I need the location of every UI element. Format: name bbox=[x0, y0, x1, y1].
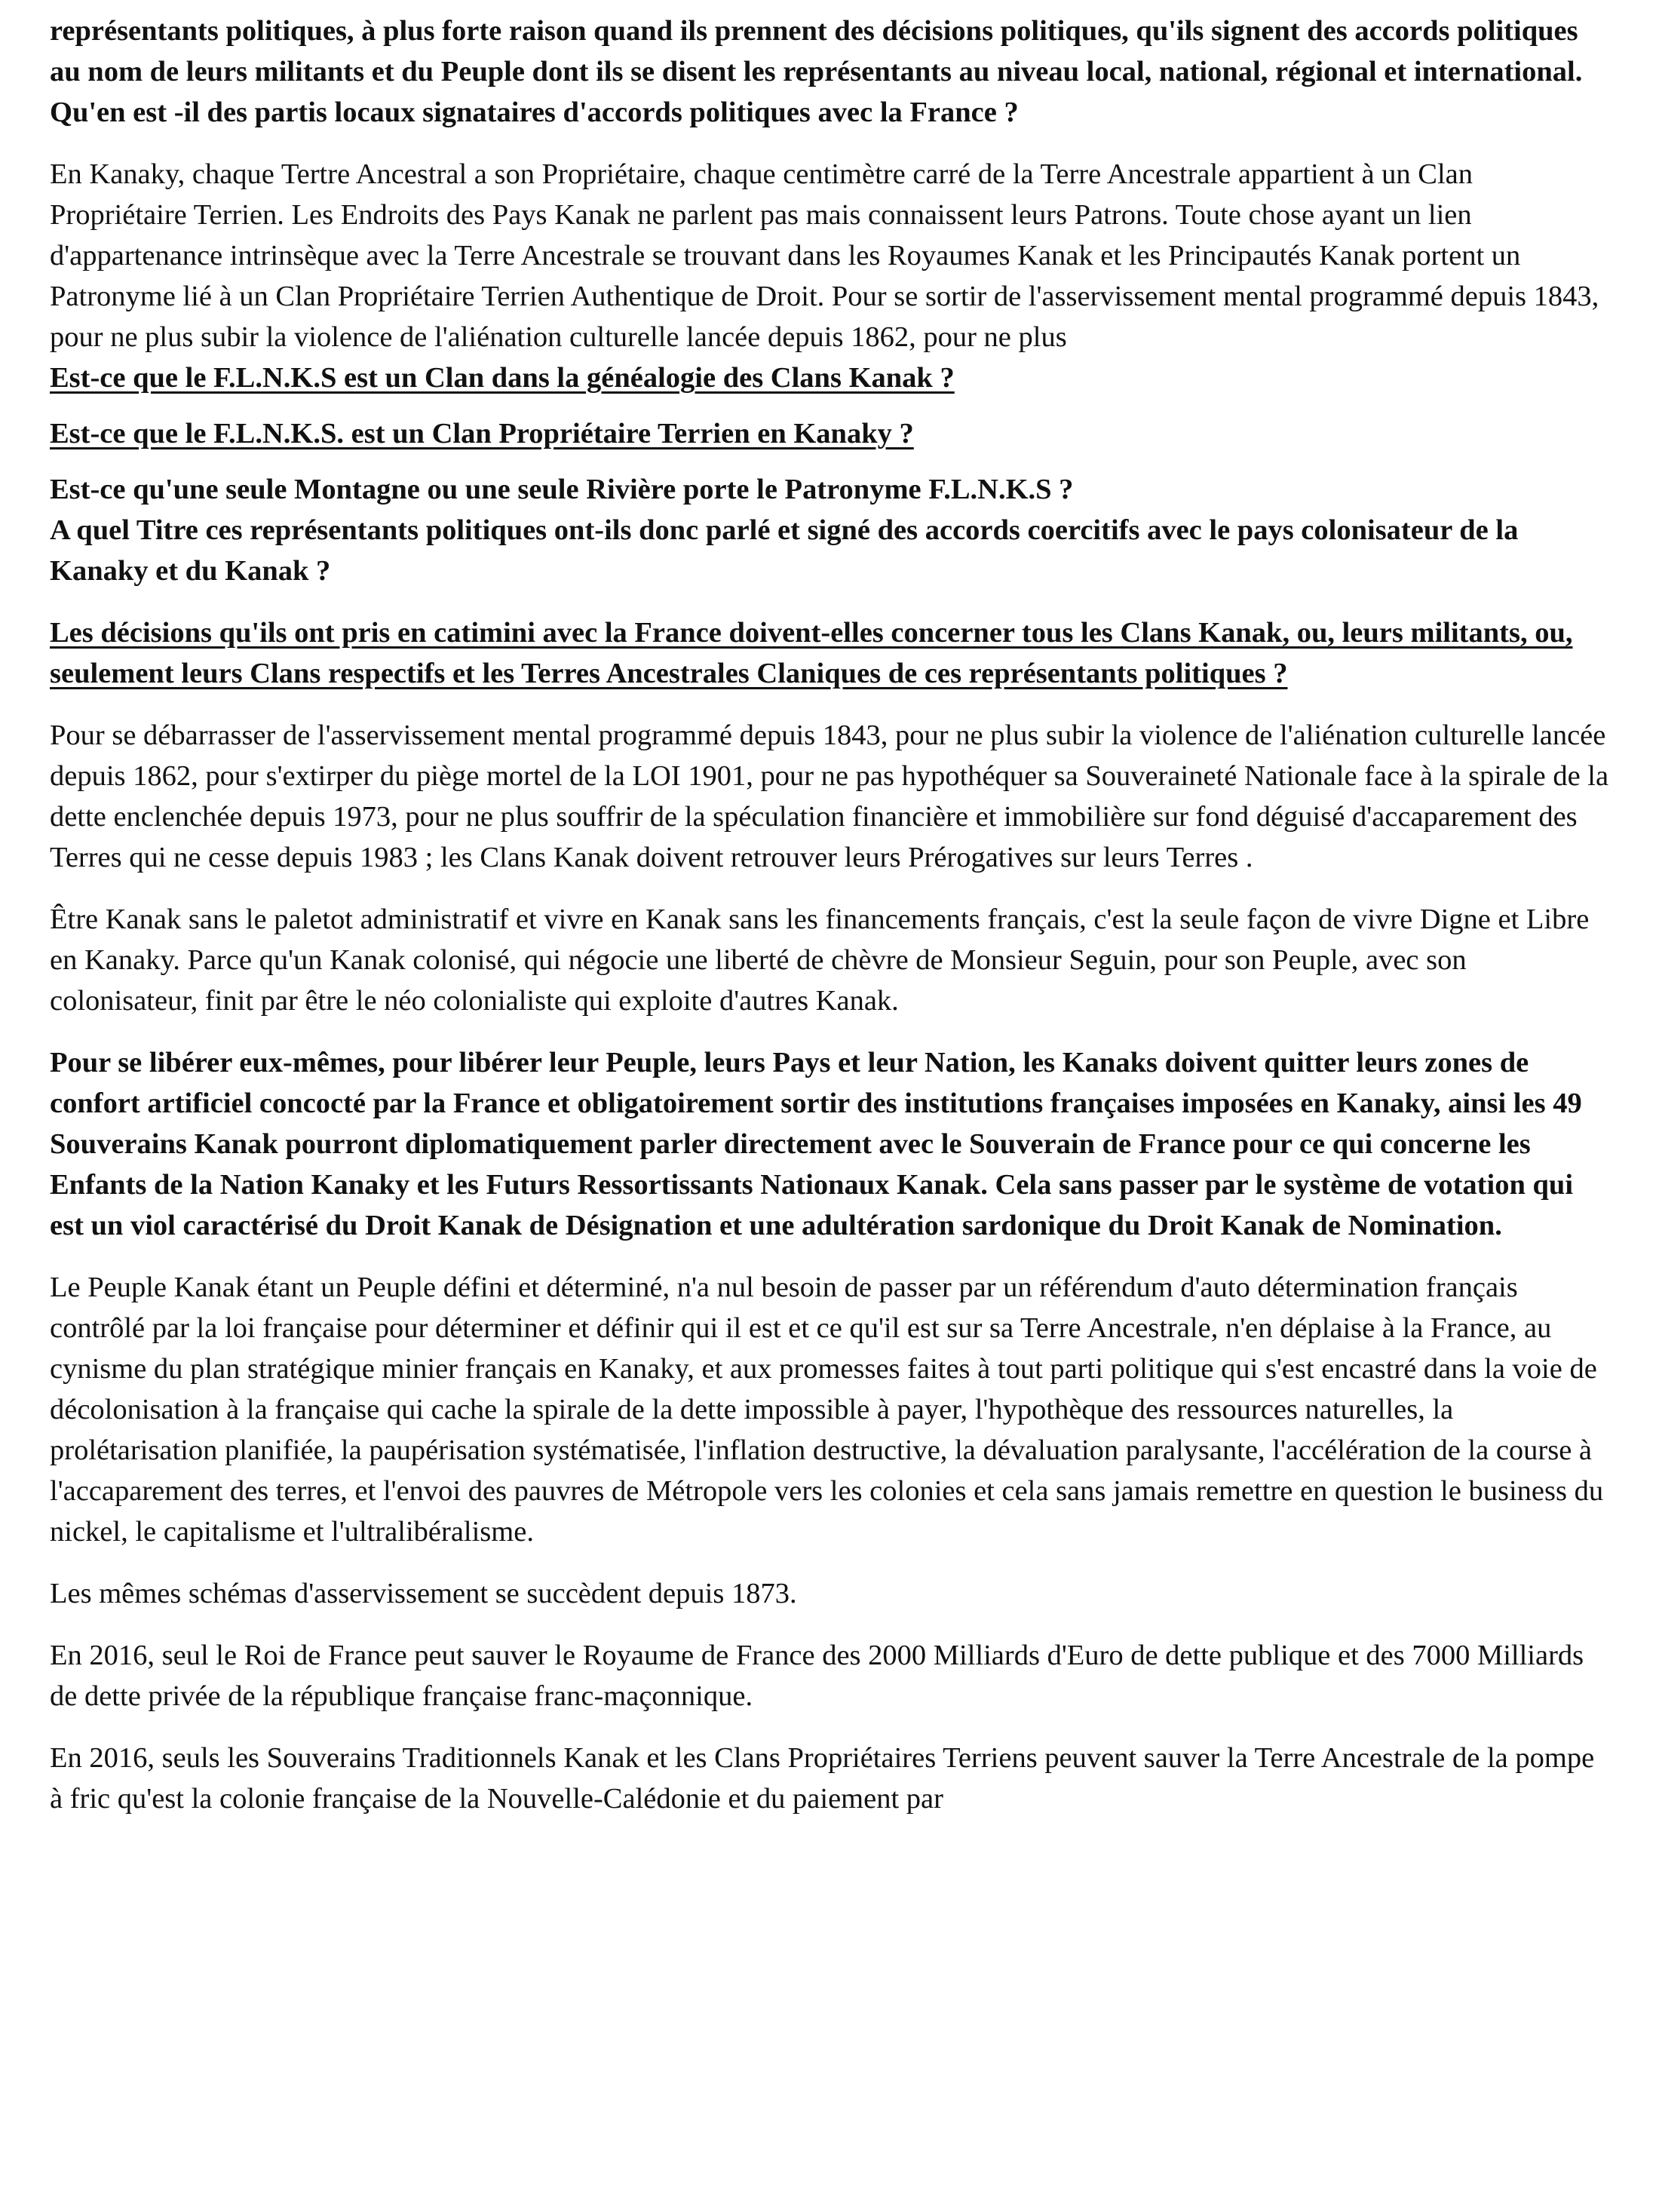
landowner-question bbox=[50, 413, 1611, 454]
kanaky-paragraph: En Kanaky, chaque Tertre Ancestral a son Propriétaire, chaque centimètre carré de la Terre Ancestrale appartient à un Clan Propriétaire Terrien. Les Endroits des Pays Kanak ne parlent pas mais connaissent leurs Patrons. Toute chose ayant un lien d'appartenance intrinsèque avec la Terre Ancestrale se trouvant dans les Royaumes Kanak et les Principautés Kanak portent un Patronyme lié à un Clan Propriétaire Terrien Authentique de Droit. Pour se sortir de l'asservissement mental programmé depuis 1843, pour ne plus subir la violence de l'aliénation culturelle lancée depuis 1862, pour ne plus bbox=[50, 158, 1599, 353]
roi-paragraph: En 2016, seul le Roi de France peut sauver le Royaume de France des 2000 Milliards d'Euro de dette publique et des 7000 Milliards de dette privée de la république française franc-maçonnique. bbox=[50, 1640, 1584, 1712]
peuple-paragraph: Le Peuple Kanak étant un Peuple défini et déterminé, n'a nul besoin de passer par un référendum d'auto détermination français contrôlé par la loi française pour déterminer et définir qui il est et ce qu'il est sur sa Terre Ancestrale, n'en déplaise à la France, au cynisme du plan stratégique minier français en Kanaky, et aux promesses faites à tout parti politique qui s'est encastré dans la voie de décolonisation à la française qui cache la spirale de la dette impossible à payer, l'hypothèque des ressources naturelles, la prolétarisation planifiée, la paupérisation systématisée, l'inflation destructive, la dévaluation paralysante, l'accélération de la course à l'accaparement des terres, et l'envoi des pauvres de Métropole vers les colonies et cela sans jamais remettre en question le business du nickel, le capitalisme et l'ultralibéralisme. bbox=[50, 1272, 1604, 1548]
decisions-question bbox=[50, 612, 1611, 694]
patronym-question: Est-ce qu'une seule Montagne ou une seule Rivière porte le Patronyme F.L.N.K.S ? bbox=[50, 474, 1074, 505]
title-question: A quel Titre ces représentants politiques ont-ils donc parlé et signé des accords coercitifs avec le pays colonisateur de la Kanaky et du Kanak ? bbox=[50, 514, 1519, 587]
genealogy-question bbox=[50, 357, 1611, 398]
patronym-questions bbox=[50, 469, 1611, 591]
genealogy-question-text: Est-ce que le F.L.N.K.S est un Clan dans la généalogie des Clans Kanak ? bbox=[50, 362, 955, 394]
decisions-question-text: Les décisions qu'ils ont pris en catimini avec la France doivent-elles concerner tous les Clans Kanak, ou, leurs militants, ou, seulement leurs Clans respectifs et les Terres Ancestrales Claniques de ces représentants politiques ? bbox=[50, 617, 1573, 689]
landowner-question-text: Est-ce que le F.L.N.K.S. est un Clan Propriétaire Terrien en Kanaky ? bbox=[50, 418, 914, 449]
etre-kanak-paragraph: Être Kanak sans le paletot administratif et vivre en Kanak sans les financements français, c'est la seule façon de vivre Digne et Libre en Kanaky. Parce qu'un Kanak colonisé, qui négocie une liberté de chèvre de Monsieur Seguin, pour son Peuple, avec son colonisateur, finit par être le néo colonialiste qui exploite d'autres Kanak. bbox=[50, 904, 1590, 1017]
debarrasser-paragraph: Pour se débarrasser de l'asservissement mental programmé depuis 1843, pour ne plus subir la violence de l'aliénation culturelle lancée depuis 1862, pour s'extirper du piège mortel de la LOI 1901, pour ne pas hypothéquer sa Souveraineté Nationale face à la spirale de la dette enclenchée depuis 1973, pour ne plus souffrir de la spéculation financière et immobilière sur fond déguisé d'accaparement des Terres qui ne cesse depuis 1983 ; les Clans Kanak doivent retrouver leurs Prérogatives sur leurs Terres . bbox=[50, 719, 1609, 873]
intro-question: Qu'en est -il des partis locaux signataires d'accords politiques avec la France ? bbox=[50, 97, 1019, 128]
schemas-paragraph: Les mêmes schémas d'asservissement se succèdent depuis 1873. bbox=[50, 1578, 797, 1609]
document-page bbox=[50, 11, 1611, 1819]
intro-paragraph bbox=[50, 11, 1611, 133]
souverains-paragraph: En 2016, seuls les Souverains Traditionnels Kanak et les Clans Propriétaires Terriens peuvent sauver la Terre Ancestrale de la pompe à fric qu'est la colonie française de la Nouvelle-Calédonie et du paiement par bbox=[50, 1742, 1595, 1815]
intro-text: représentants politiques, à plus forte raison quand ils prennent des décisions politiques, qu'ils signent des accords politiques au nom de leurs militants et du Peuple dont ils se disent les représentants au niveau local, national, régional et international. bbox=[50, 15, 1583, 87]
liberer-paragraph: Pour se libérer eux-mêmes, pour libérer leur Peuple, leurs Pays et leur Nation, les Kanaks doivent quitter leurs zones de confort artificiel concocté par la France et obligatoirement sortir des institutions françaises imposées en Kanaky, ainsi les 49 Souverains Kanak pourront diplomatiquement parler directement avec le Souverain de France pour ce qui concerne les Enfants de la Nation Kanaky et les Futurs Ressortissants Nationaux Kanak. Cela sans passer par le système de votation qui est un viol caractérisé du Droit Kanak de Désignation et une adultération sardonique du Droit Kanak de Nomination. bbox=[50, 1047, 1582, 1241]
